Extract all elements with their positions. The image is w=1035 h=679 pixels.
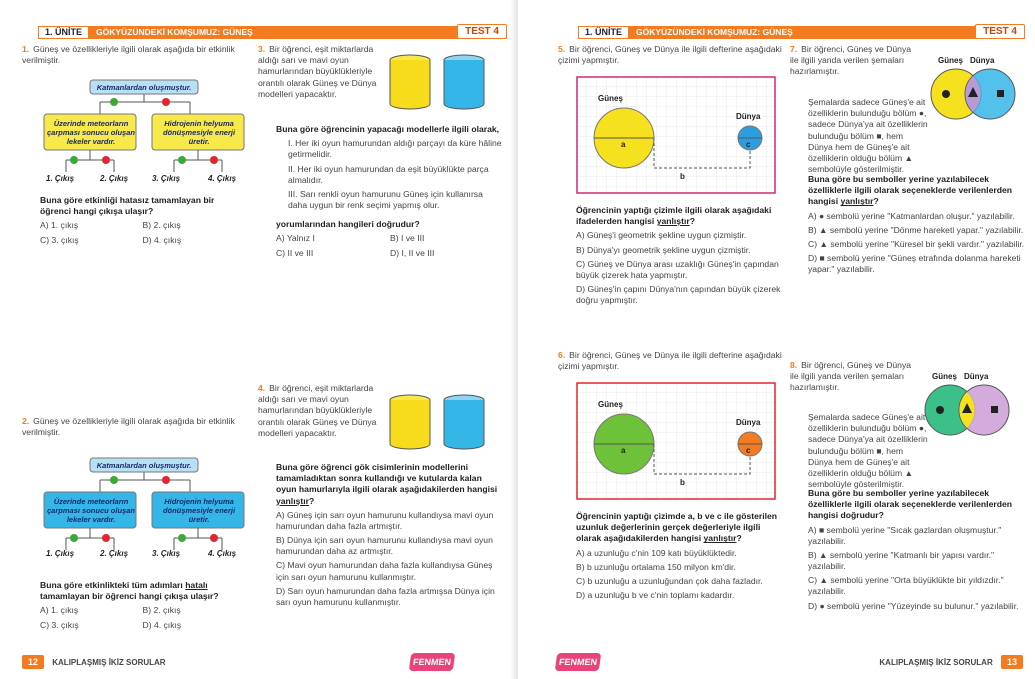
false-badge — [162, 98, 170, 106]
page-number: 13 — [1001, 655, 1023, 669]
option-d[interactable]: D) I, II ve III — [390, 247, 435, 258]
left-page — [0, 0, 517, 679]
venn-label-sun: Güneş — [932, 372, 957, 381]
header-bar — [38, 26, 507, 39]
brand-logo: FENMEN — [409, 653, 456, 671]
exit-2: 2. Çıkış — [100, 549, 129, 558]
length-a: a — [621, 140, 626, 149]
question-stem: Bir öğrenci, eşit miktarlarda aldığı sarı ve mavi oyun hamurlarından büyüklükleriyle orantılı olarak Güneş ve Dünya modelleri yapacaktır. — [258, 383, 377, 438]
option-a[interactable]: A) 1. çıkış — [40, 605, 79, 616]
prompt-text: Öğrencinin yaptığı çizimle ilgili olarak aşağıdaki ifadelerden hangisi — [576, 205, 772, 227]
question-5 — [558, 44, 783, 66]
prompt-emphasis: yanlıştır — [276, 495, 309, 506]
statement-2: II. Her iki oyun hamurundan da eşit büyüklükte parça almalıdır. — [288, 163, 489, 185]
prompt-text: Buna göre bu semboller yerine yazılabilecek özelliklerle ilgili olarak seçeneklerde verilenlerden hangisi — [808, 174, 1012, 207]
header-bar — [578, 26, 1025, 39]
question-8-body — [808, 412, 1030, 490]
option-b[interactable]: B) ▲ sembolü yerine "Katmanlı bir yapısı vardır." yazılabilir. — [808, 549, 995, 572]
question-stem: Güneş ve özellikleriyle ilgili olarak aşağıda bir etkinlik verilmiştir. — [22, 44, 235, 66]
question-1-prompt — [40, 195, 245, 246]
exit-2: 2. Çıkış — [100, 174, 129, 183]
question-8 — [790, 360, 920, 394]
question-stem: Bir öğrenci, Güneş ve Dünya ile ilgili defterine aşağıdaki çizimi yapmıştır. — [558, 44, 782, 66]
question-number: 7. — [790, 44, 798, 54]
box-left: Üzerinde meteorların çarpması sonucu oluşan lekeler vardır. — [47, 118, 135, 146]
earth-label: Dünya — [736, 418, 761, 427]
option-c[interactable]: C) 3. çıkış — [40, 234, 79, 245]
question-number: 3. — [258, 44, 266, 54]
question-number: 4. — [258, 383, 266, 393]
exit-4: 4. Çıkış — [208, 174, 237, 183]
statement-3: III. Sarı renkli oyun hamurunu Güneş için kullanırsa daha uygun bir renk seçimi yapmış olur. — [288, 188, 483, 211]
question-3-body — [276, 124, 504, 259]
option-d[interactable]: D) Güneş'in çapını Dünya'nın çapından büyük çizerek doğru yapmıştır. — [576, 284, 781, 306]
brand-logo: FENMEN — [555, 653, 602, 671]
option-c[interactable]: C) II ve III — [276, 247, 314, 258]
option-d[interactable]: D) Sarı oyun hamurundan daha fazla artmışsa Dünya için sarı oyun hamurunu kullanmıştır. — [276, 585, 495, 607]
clay-cans-3 — [384, 52, 494, 114]
question-stem: Bir öğrenci, eşit miktarlarda aldığı sarı ve mavi oyun hamurlarından büyüklükleriyle orantılı olarak Güneş ve Dünya modelleri yapacaktır. — [258, 44, 377, 99]
sun-label: Güneş — [598, 94, 623, 103]
option-d[interactable]: D) 4. çıkış — [142, 619, 182, 630]
option-c[interactable]: C) Güneş ve Dünya arası uzaklığı Güneş'in çapından büyük çizerek hata yapmıştır. — [576, 258, 779, 280]
question-2 — [22, 416, 244, 438]
clay-cans-4 — [384, 392, 494, 454]
length-b: b — [680, 172, 685, 181]
test-label: TEST 4 — [975, 24, 1025, 39]
prompt-text: Buna göre etkinliği hatasız tamamlayan bir öğrenci hangi çıkışa ulaşır? — [40, 195, 215, 217]
option-a[interactable]: A) Güneş için sarı oyun hamurunu kullandıysa mavi oyun hamurundan daha fazla artmıştır. — [276, 509, 494, 531]
length-c: c — [746, 446, 751, 455]
prompt-end: ? — [308, 495, 315, 506]
prompt-text: Buna göre öğrencinin yapacağı modellerle ilgili olarak, — [276, 124, 500, 134]
book-title: KALIPLAŞMIŞ İKİZ SORULAR — [52, 658, 166, 667]
question-4-body — [276, 462, 504, 608]
option-c[interactable]: C) ▲ sembolü yerine "Orta büyüklükte bir yıldızdır." yazılabilir. — [808, 575, 1004, 597]
question-4 — [258, 383, 380, 439]
ask-text: yorumlarından hangileri doğrudur? — [276, 219, 420, 230]
option-b[interactable]: B) 2. çıkış — [142, 220, 181, 231]
option-b[interactable]: B) Dünya için sarı oyun hamurunu kullandıysa mavi oyun hamurundan daha az artmıştır. — [276, 535, 493, 557]
prompt-text: Buna göre etkinlikteki tüm adımları — [40, 580, 186, 590]
box-right: Hidrojenin helyuma dönüşmesiyle enerji üretir. — [162, 496, 236, 524]
option-b[interactable]: B) 2. çıkış — [142, 605, 181, 616]
option-c[interactable]: C) 3. çıkış — [40, 619, 79, 630]
prompt-text: Buna göre öğrenci gök cisimlerinin modellerini tamamladıktan sonra kullandığı ve kutularda kalan oyun hamurlarıyla ilgili olarak aşağıdakilerden hangisi — [276, 462, 498, 495]
option-a[interactable]: A) Yalnız I — [276, 233, 315, 244]
question-3 — [258, 44, 380, 100]
question-number: 5. — [558, 44, 566, 54]
option-b[interactable]: B) b uzunluğu ortalama 150 milyon km'dir. — [576, 561, 736, 572]
option-a[interactable]: A) a uzunluğu c'nin 109 katı büyüklüktedir. — [576, 547, 737, 558]
exit-1: 1. Çıkış — [46, 549, 75, 558]
prompt-emphasis: yanlıştır — [656, 216, 690, 227]
option-b[interactable]: B) ▲ sembolü yerine "Dönme hareketi yapar." yazılabilir. — [808, 224, 1024, 235]
exit-3: 3. Çıkış — [152, 549, 181, 558]
footer-left — [22, 655, 166, 669]
option-a[interactable]: A) Güneş'i geometrik şekline uygun çizmiştir. — [576, 230, 747, 241]
question-6-body — [576, 511, 781, 601]
question-6 — [558, 350, 783, 372]
venn-label-earth: Dünya — [964, 372, 989, 381]
prompt-end: tamamlayan bir öğrenci hangi çıkışa ulaşır? — [40, 591, 219, 602]
option-c[interactable]: C) b uzunluğu a uzunluğundan çok daha fazladır. — [576, 575, 763, 586]
description-text: Şemalarda sadece Güneş'e ait özelliklerin bulunduğu bölüm ●, sadece Dünya'ya ait özelliklerin bulunduğu bölüm ■, hem Dünya hem de Güneş'e ait özelliklerin olduğu bölüm ▲ sembolüyle gösterilmiştir. — [808, 412, 928, 490]
unit-title: GÖKYÜZÜNDEKİ KOMŞUMUZ: GÜNEŞ — [636, 27, 793, 37]
prompt-emphasis: yanlıştır — [840, 196, 874, 207]
sun-label: Güneş — [598, 400, 623, 409]
option-c[interactable]: C) ▲ sembolü yerine "Küresel bir şekli vardır." yazılabilir. — [808, 238, 1025, 249]
question-7-body — [808, 97, 1030, 175]
option-d[interactable]: D) 4. çıkış — [142, 234, 182, 245]
prompt-end: ? — [873, 196, 879, 207]
question-stem: Bir öğrenci, Güneş ve Dünya ile ilgili yanda verilen şemaları hazırlamıştır. — [790, 360, 912, 393]
statement-1: I. Her iki oyun hamurundan aldığı parçayı da küre hâline getirmelidir. — [288, 138, 502, 160]
option-a[interactable]: A) ● sembolü yerine "Katmanlardan oluşur." yazılabilir. — [808, 210, 1015, 221]
question-number: 6. — [558, 350, 566, 360]
question-7 — [790, 44, 920, 78]
exit-1: 1. Çıkış — [46, 174, 75, 183]
option-a[interactable]: A) ■ sembolü yerine "Sıcak gazlardan oluşmuştur." yazılabilir. — [808, 524, 1002, 546]
description-text: Şemalarda sadece Güneş'e ait özelliklerin bulunduğu bölüm ●, sadece Dünya'ya ait özelliklerin bulunduğu bölüm ■, hem Dünya hem de Güneş'e ait özelliklerin olduğu bölüm ▲ sembolüyle gösterilmiştir. — [808, 97, 928, 175]
option-d[interactable]: D) ● sembolü yerine "Yüzeyinde su bulunur." yazılabilir. — [808, 600, 1019, 611]
prompt-emphasis: yanlıştır — [703, 533, 737, 544]
question-number: 2. — [22, 416, 30, 426]
footer-right — [879, 655, 1023, 669]
right-page — [518, 0, 1035, 679]
question-stem: Bir öğrenci, Güneş ve Dünya ile ilgili yanda verilen şemaları hazırlamıştır. — [790, 44, 912, 77]
question-7-prompt — [808, 174, 1030, 275]
question-5-body — [576, 205, 781, 306]
venn-label-earth: Dünya — [970, 56, 995, 65]
true-badge — [110, 98, 118, 106]
box-right: Hidrojenin helyuma dönüşmesiyle enerji üretir. — [162, 118, 236, 146]
question-stem: Güneş ve özellikleriyle ilgili olarak aşağıda bir etkinlik verilmiştir. — [22, 416, 235, 438]
exit-4: 4. Çıkış — [208, 549, 237, 558]
option-b[interactable]: B) I ve III — [390, 233, 425, 244]
option-a[interactable]: A) 1. çıkış — [40, 220, 79, 231]
question-number: 8. — [790, 360, 798, 370]
box-left: Üzerinde meteorların çarpması sonucu oluşan lekeler vardır. — [47, 496, 135, 524]
question-1 — [22, 44, 244, 66]
option-b[interactable]: B) Dünya'yı geometrik şekline uygun çizmiştir. — [576, 244, 751, 255]
question-stem: Bir öğrenci, Güneş ve Dünya ile ilgili defterine aşağıdaki çizimi yapmıştır. — [558, 350, 782, 372]
venn-label-sun: Güneş — [938, 56, 963, 65]
question-number: 1. — [22, 44, 30, 54]
question-8-prompt — [808, 488, 1030, 612]
option-d[interactable]: D) ■ sembolü yerine "Güneş etrafında dolanma hareketi yapar." yazılabilir. — [808, 253, 1021, 275]
question-2-prompt — [40, 580, 245, 631]
prompt-text: Öğrencinin yaptığı çizimde a, b ve c ile gösterilen uzunluk değerlerinin gerçek değerleriyle ilgili olarak aşağıdakilerden hangisi — [576, 511, 778, 544]
test-label: TEST 4 — [457, 24, 507, 39]
length-b: b — [680, 478, 685, 487]
unit-label: 1. ÜNİTE — [38, 26, 89, 39]
book-title: KALIPLAŞMIŞ İKİZ SORULAR — [879, 658, 993, 667]
option-d[interactable]: D) a uzunluğu b ve c'nin toplamı kadardır. — [576, 590, 735, 601]
box-top: Katmanlardan oluşmuştur. — [96, 82, 192, 92]
prompt-end: ? — [689, 216, 695, 227]
unit-label: 1. ÜNİTE — [578, 26, 629, 39]
page-number: 12 — [22, 655, 44, 669]
prompt-end: ? — [736, 533, 742, 544]
prompt-emphasis: hatalı — [185, 580, 208, 590]
option-c[interactable]: C) Mavi oyun hamurundan daha fazla kullandıysa Güneş için sarı oyun hamurunu kullanmıştır. — [276, 560, 493, 582]
unit-title: GÖKYÜZÜNDEKİ KOMŞUMUZ: GÜNEŞ — [96, 27, 253, 37]
exit-3: 3. Çıkış — [152, 174, 181, 183]
length-c: c — [746, 140, 751, 149]
earth-label: Dünya — [736, 112, 761, 121]
length-a: a — [621, 446, 626, 455]
box-top: Katmanlardan oluşmuştur. — [96, 460, 192, 470]
prompt-text: Buna göre bu semboller yerine yazılabilecek özelliklerle ilgili olarak seçeneklerde verilenlerden hangisi doğrudur? — [808, 488, 1012, 521]
